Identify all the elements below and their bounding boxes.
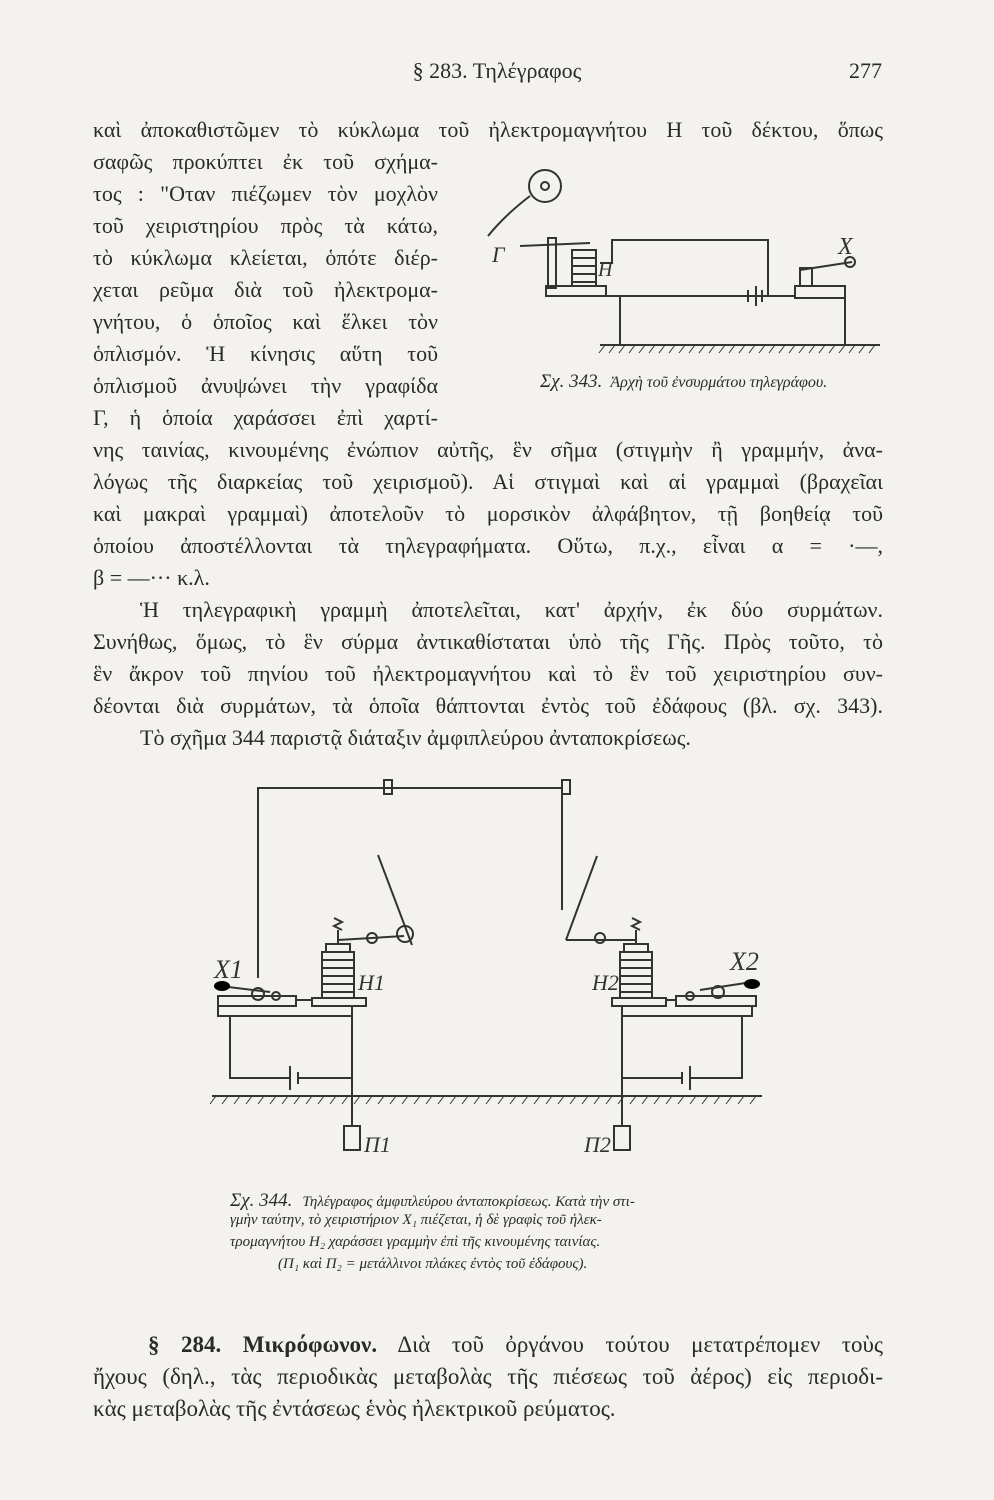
text-line: νης ταινίας, κινουμένης ἐνώπιον αὐτῆς, ἓν σῆμα (στιγμὴν ἢ γραμμήν, ἀνα- [93, 437, 883, 462]
text-line: λόγως τῆς διαρκείας τοῦ χειρισμοῦ). Αἱ στιγμαὶ καὶ αἱ γραμμαὶ (βραχεῖαι [93, 469, 883, 494]
text-line: ὁπλισμοῦ ἀνυψώνει τὴν γραφίδα [93, 373, 438, 398]
figure-344-caption-line: γμὴν ταύτην, τὸ χειριστήριον X₁ πιέζεται, ἡ δὲ γραφὶς τοῦ ἠλεκ- [230, 1212, 602, 1228]
label-eta: Η [598, 259, 613, 281]
figure-344-number: Σχ. 344. [230, 1190, 293, 1211]
text-line: δέονται διὰ συρμάτων, τὰ ὁποῖα θάπτονται ἐντὸς τοῦ ἐδάφους (βλ. σχ. 343). [93, 693, 883, 718]
text-line: Συνήθως, ὅμως, τὸ ἓν σύρμα ἀντικαθίσταται ὑπὸ τῆς Γῆς. Πρὸς τοῦτο, τὸ [93, 629, 883, 654]
figure-343-diagram [488, 170, 880, 353]
figure-343-caption-text: Ἀρχὴ τοῦ ἐνσυρμάτου τηλεγράφου. [610, 374, 828, 391]
ground-hatching [599, 345, 875, 353]
earth-plate-p2-icon [614, 1126, 630, 1150]
ground-hatching [210, 1096, 756, 1104]
label-gamma: Γ [492, 242, 505, 267]
telegraph-key-x1-icon [218, 996, 296, 1006]
label-chi: X [838, 234, 853, 260]
text-line: χεται ρεῦμα διὰ τοῦ ἠλεκτρομα- [93, 277, 438, 302]
figure-344-diagram [210, 780, 762, 1157]
label-p1: Π1 [364, 1132, 391, 1157]
label-p2: Π2 [584, 1132, 611, 1157]
text-line: τοῦ χειριστηρίου πρὸς τὰ κάτω, [93, 213, 438, 238]
caption-text: Τηλέγραφος ἀμφιπλεύρου ἀνταποκρίσεως. Κατὰ τὴν στι- [302, 1194, 635, 1210]
text-line: ὁπλισμόν. Ἡ κίνησις αὕτη τοῦ [93, 341, 438, 366]
text-line: καὶ μακραὶ γραμμαὶ) ἀποτελοῦν τὸ μορσικὸν ἀλφάβητον, τῇ βοηθείᾳ τοῦ [93, 501, 883, 526]
section-284-text: Διὰ τοῦ ὀργάνου τούτου μετατρέπομεν τοὺς [397, 1332, 883, 1357]
text-line: Ἡ τηλεγραφικὴ γραμμὴ ἀποτελεῖται, κατ' ἀρχήν, ἐκ δύο συρμάτων. [140, 597, 883, 622]
local-wire [218, 1006, 352, 1016]
line-wire [600, 240, 795, 296]
text-line: ὁποίου ἀποστέλλονται τὰ τηλεγραφήματα. Οὕτω, π.χ., εἶναι α = ·—, [93, 533, 883, 558]
paper-tape-left [378, 855, 412, 945]
earth-plate-p1-icon [344, 1126, 360, 1150]
text-line: κὰς μεταβολὰς τῆς ἐντάσεως ἑνὸς ἠλεκτρικοῦ ρεύματος. [93, 1396, 616, 1421]
text-line: ἓν ἄκρον τοῦ πηνίου τοῦ ἠλεκτρομαγνήτου καὶ τὸ ἓν τοῦ χειριστηρίου συν- [93, 661, 883, 686]
text-line: καὶ ἀποκαθιστῶμεν τὸ κύκλωμα τοῦ ἠλεκτρομαγνήτου Η τοῦ δέκτου, ὅπως [93, 117, 883, 142]
text-line: τὸ κύκλωμα κλείεται, ὁπότε διέρ- [93, 245, 438, 270]
running-header: § 283. Τηλέγραφος [412, 58, 582, 83]
text-line: γνήτου, ὁ ὁποῖος καὶ ἕλκει τὸν [93, 309, 438, 334]
paper-tape-right [566, 856, 597, 940]
figure-343-number: Σχ. 343. [540, 371, 603, 392]
insulator-right-icon [562, 780, 570, 794]
section-284-heading: § 284. Μικρόφωνον. [148, 1332, 378, 1357]
battery-wire [230, 1016, 290, 1078]
figure-344-caption-line: τρομαγνήτου H₂ χαράσσει γραμμὴν ἐπὶ τῆς κινουμένης ταινίας. [230, 1234, 601, 1250]
text-line: Τὸ σχῆμα 344 παριστᾷ διάταξιν ἀμφιπλεύρου ἀνταποκρίσεως. [140, 725, 691, 750]
text-line: σαφῶς προκύπτει ἐκ τοῦ σχήμα- [93, 149, 438, 174]
telegraph-key-x-icon [795, 286, 845, 298]
label-x2: X2 [730, 947, 759, 976]
paper-tape [488, 196, 530, 236]
label-h2: H2 [592, 970, 619, 995]
line-wire [258, 788, 562, 978]
text-line: τος : "Οταν πιέζωμεν τὸν μοχλὸν [93, 181, 438, 206]
tape-roll-icon [529, 170, 561, 202]
left-station [214, 918, 413, 1150]
stylus-lever [338, 936, 404, 940]
tape-roll-hub-icon [541, 182, 549, 190]
local-wire [622, 1006, 752, 1016]
label-x1: X1 [214, 955, 243, 984]
receiver-base [312, 998, 366, 1006]
text-line: Γ, ἡ ὁποία χαράσσει ἐπὶ χαρτί- [93, 405, 438, 430]
electromagnet-h-icon [572, 250, 596, 286]
figure-344-caption-line: (Π₁ καὶ Π₂ = μετάλλινοι πλάκες ἐντὸς τοῦ ἐδάφους). [278, 1256, 588, 1272]
page-number: 277 [849, 58, 882, 83]
text-line: ἤχους (δηλ., τὰς περιοδικὰς μεταβολὰς τῆς πιέσεως τοῦ ἀέρος) εἰς περιοδι- [93, 1364, 883, 1389]
label-h1: H1 [358, 970, 385, 995]
key-knob-icon [744, 979, 760, 989]
receiver-base [612, 998, 666, 1006]
battery-wire [690, 1016, 742, 1078]
text-line: β = —··· κ.λ. [93, 565, 210, 590]
